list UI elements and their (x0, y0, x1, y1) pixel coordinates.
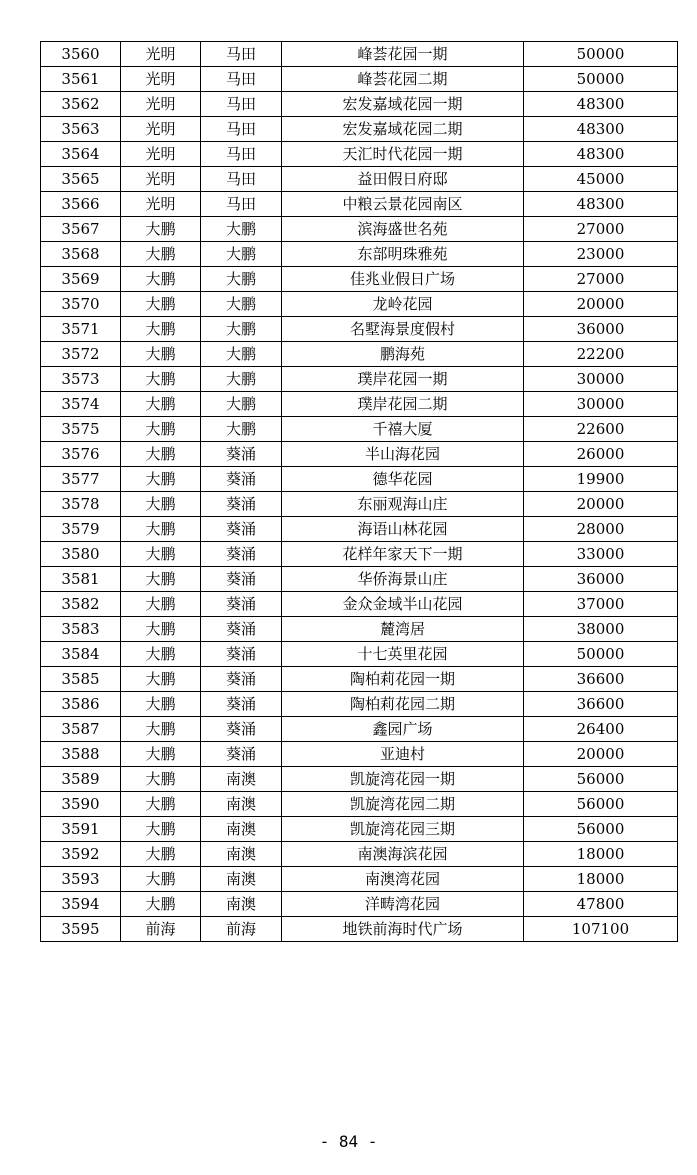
subdistrict-cell: 葵涌 (201, 567, 282, 592)
price-cell: 36600 (524, 692, 678, 717)
table-row (41, 867, 678, 892)
subdistrict-cell: 葵涌 (201, 442, 282, 467)
district-cell: 大鹏 (121, 642, 201, 667)
subdistrict-cell: 葵涌 (201, 717, 282, 742)
row-number-cell: 3563 (41, 117, 121, 142)
table-row (41, 917, 678, 942)
community-name-cell: 花样年家天下一期 (282, 542, 524, 567)
community-name-cell: 峰荟花园二期 (282, 67, 524, 92)
community-name-cell: 峰荟花园一期 (282, 42, 524, 67)
community-name-cell: 鑫园广场 (282, 717, 524, 742)
table-row (41, 167, 678, 192)
community-name-cell: 半山海花园 (282, 442, 524, 467)
row-number-cell: 3585 (41, 667, 121, 692)
subdistrict-cell: 葵涌 (201, 667, 282, 692)
community-name-cell: 东丽观海山庄 (282, 492, 524, 517)
table-body (41, 42, 678, 942)
price-cell: 50000 (524, 42, 678, 67)
district-cell: 大鹏 (121, 467, 201, 492)
district-cell: 大鹏 (121, 492, 201, 517)
row-number-cell: 3581 (41, 567, 121, 592)
price-cell: 50000 (524, 642, 678, 667)
row-number-cell: 3560 (41, 42, 121, 67)
price-cell: 48300 (524, 192, 678, 217)
subdistrict-cell: 马田 (201, 142, 282, 167)
subdistrict-cell: 马田 (201, 167, 282, 192)
table-row (41, 517, 678, 542)
community-name-cell: 益田假日府邸 (282, 167, 524, 192)
district-cell: 大鹏 (121, 567, 201, 592)
subdistrict-cell: 南澳 (201, 842, 282, 867)
community-name-cell: 麓湾居 (282, 617, 524, 642)
price-cell: 36600 (524, 667, 678, 692)
price-cell: 30000 (524, 367, 678, 392)
row-number-cell: 3571 (41, 317, 121, 342)
community-name-cell: 德华花园 (282, 467, 524, 492)
price-cell: 48300 (524, 92, 678, 117)
subdistrict-cell: 葵涌 (201, 492, 282, 517)
price-cell: 56000 (524, 817, 678, 842)
community-name-cell: 凯旋湾花园三期 (282, 817, 524, 842)
table-row (41, 717, 678, 742)
district-cell: 光明 (121, 192, 201, 217)
district-cell: 大鹏 (121, 692, 201, 717)
table-row (41, 217, 678, 242)
district-cell: 大鹏 (121, 767, 201, 792)
table-row (41, 617, 678, 642)
row-number-cell: 3595 (41, 917, 121, 942)
district-cell: 光明 (121, 117, 201, 142)
price-cell: 19900 (524, 467, 678, 492)
table-row (41, 542, 678, 567)
district-cell: 大鹏 (121, 267, 201, 292)
subdistrict-cell: 南澳 (201, 792, 282, 817)
row-number-cell: 3578 (41, 492, 121, 517)
subdistrict-cell: 马田 (201, 192, 282, 217)
row-number-cell: 3561 (41, 67, 121, 92)
district-cell: 光明 (121, 167, 201, 192)
subdistrict-cell: 葵涌 (201, 692, 282, 717)
subdistrict-cell: 大鹏 (201, 342, 282, 367)
row-number-cell: 3575 (41, 417, 121, 442)
row-number-cell: 3579 (41, 517, 121, 542)
subdistrict-cell: 葵涌 (201, 542, 282, 567)
row-number-cell: 3577 (41, 467, 121, 492)
table-row (41, 67, 678, 92)
price-cell: 107100 (524, 917, 678, 942)
price-table (40, 41, 678, 942)
subdistrict-cell: 马田 (201, 42, 282, 67)
subdistrict-cell: 葵涌 (201, 467, 282, 492)
subdistrict-cell: 葵涌 (201, 742, 282, 767)
table-row (41, 792, 678, 817)
subdistrict-cell: 马田 (201, 92, 282, 117)
price-cell: 27000 (524, 267, 678, 292)
price-cell: 18000 (524, 867, 678, 892)
district-cell: 大鹏 (121, 717, 201, 742)
community-name-cell: 洋畴湾花园 (282, 892, 524, 917)
district-cell: 大鹏 (121, 617, 201, 642)
table-row (41, 817, 678, 842)
price-cell: 36000 (524, 567, 678, 592)
row-number-cell: 3589 (41, 767, 121, 792)
district-cell: 大鹏 (121, 542, 201, 567)
district-cell: 大鹏 (121, 592, 201, 617)
community-name-cell: 十七英里花园 (282, 642, 524, 667)
table-row (41, 492, 678, 517)
row-number-cell: 3591 (41, 817, 121, 842)
price-cell: 56000 (524, 767, 678, 792)
subdistrict-cell: 南澳 (201, 817, 282, 842)
row-number-cell: 3567 (41, 217, 121, 242)
community-name-cell: 名墅海景度假村 (282, 317, 524, 342)
community-name-cell: 龙岭花园 (282, 292, 524, 317)
price-cell: 26400 (524, 717, 678, 742)
subdistrict-cell: 南澳 (201, 767, 282, 792)
subdistrict-cell: 大鹏 (201, 242, 282, 267)
community-name-cell: 陶柏莉花园二期 (282, 692, 524, 717)
row-number-cell: 3594 (41, 892, 121, 917)
row-number-cell: 3564 (41, 142, 121, 167)
district-cell: 大鹏 (121, 292, 201, 317)
page-number: - 84 - (319, 1132, 378, 1151)
community-name-cell: 海语山林花园 (282, 517, 524, 542)
table-row (41, 767, 678, 792)
community-name-cell: 凯旋湾花园二期 (282, 792, 524, 817)
price-table-container (40, 41, 677, 942)
price-cell: 22600 (524, 417, 678, 442)
table-row (41, 317, 678, 342)
district-cell: 前海 (121, 917, 201, 942)
district-cell: 大鹏 (121, 867, 201, 892)
subdistrict-cell: 大鹏 (201, 292, 282, 317)
community-name-cell: 滨海盛世名苑 (282, 217, 524, 242)
community-name-cell: 南澳湾花园 (282, 867, 524, 892)
district-cell: 大鹏 (121, 817, 201, 842)
price-cell: 37000 (524, 592, 678, 617)
row-number-cell: 3566 (41, 192, 121, 217)
community-name-cell: 佳兆业假日广场 (282, 267, 524, 292)
community-name-cell: 凯旋湾花园一期 (282, 767, 524, 792)
community-name-cell: 陶柏莉花园一期 (282, 667, 524, 692)
table-row (41, 692, 678, 717)
row-number-cell: 3590 (41, 792, 121, 817)
table-row (41, 642, 678, 667)
district-cell: 大鹏 (121, 242, 201, 267)
table-row (41, 267, 678, 292)
row-number-cell: 3569 (41, 267, 121, 292)
community-name-cell: 地铁前海时代广场 (282, 917, 524, 942)
subdistrict-cell: 南澳 (201, 892, 282, 917)
row-number-cell: 3583 (41, 617, 121, 642)
community-name-cell: 金众金域半山花园 (282, 592, 524, 617)
table-row (41, 92, 678, 117)
price-cell: 27000 (524, 217, 678, 242)
district-cell: 大鹏 (121, 367, 201, 392)
community-name-cell: 璞岸花园一期 (282, 367, 524, 392)
price-cell: 47800 (524, 892, 678, 917)
table-row (41, 467, 678, 492)
subdistrict-cell: 大鹏 (201, 217, 282, 242)
price-cell: 48300 (524, 117, 678, 142)
subdistrict-cell: 葵涌 (201, 617, 282, 642)
community-name-cell: 南澳海滨花园 (282, 842, 524, 867)
community-name-cell: 华侨海景山庄 (282, 567, 524, 592)
community-name-cell: 天汇时代花园一期 (282, 142, 524, 167)
subdistrict-cell: 大鹏 (201, 417, 282, 442)
table-row (41, 392, 678, 417)
row-number-cell: 3582 (41, 592, 121, 617)
community-name-cell: 亚迪村 (282, 742, 524, 767)
price-cell: 30000 (524, 392, 678, 417)
subdistrict-cell: 大鹏 (201, 392, 282, 417)
row-number-cell: 3573 (41, 367, 121, 392)
table-row (41, 117, 678, 142)
row-number-cell: 3562 (41, 92, 121, 117)
community-name-cell: 宏发嘉域花园一期 (282, 92, 524, 117)
row-number-cell: 3570 (41, 292, 121, 317)
district-cell: 大鹏 (121, 217, 201, 242)
table-row (41, 842, 678, 867)
subdistrict-cell: 大鹏 (201, 317, 282, 342)
district-cell: 大鹏 (121, 667, 201, 692)
table-row (41, 667, 678, 692)
district-cell: 大鹏 (121, 417, 201, 442)
community-name-cell: 东部明珠雅苑 (282, 242, 524, 267)
table-row (41, 442, 678, 467)
table-row (41, 192, 678, 217)
district-cell: 大鹏 (121, 742, 201, 767)
price-cell: 20000 (524, 742, 678, 767)
district-cell: 大鹏 (121, 442, 201, 467)
price-cell: 23000 (524, 242, 678, 267)
subdistrict-cell: 马田 (201, 117, 282, 142)
row-number-cell: 3586 (41, 692, 121, 717)
row-number-cell: 3572 (41, 342, 121, 367)
district-cell: 光明 (121, 67, 201, 92)
district-cell: 大鹏 (121, 842, 201, 867)
district-cell: 大鹏 (121, 517, 201, 542)
table-row (41, 592, 678, 617)
table-row (41, 292, 678, 317)
price-cell: 20000 (524, 492, 678, 517)
district-cell: 光明 (121, 42, 201, 67)
table-row (41, 242, 678, 267)
district-cell: 大鹏 (121, 317, 201, 342)
district-cell: 大鹏 (121, 792, 201, 817)
price-cell: 38000 (524, 617, 678, 642)
price-cell: 18000 (524, 842, 678, 867)
price-cell: 22200 (524, 342, 678, 367)
row-number-cell: 3593 (41, 867, 121, 892)
row-number-cell: 3584 (41, 642, 121, 667)
row-number-cell: 3580 (41, 542, 121, 567)
table-row (41, 892, 678, 917)
community-name-cell: 宏发嘉域花园二期 (282, 117, 524, 142)
price-cell: 45000 (524, 167, 678, 192)
row-number-cell: 3587 (41, 717, 121, 742)
price-cell: 28000 (524, 517, 678, 542)
price-cell: 56000 (524, 792, 678, 817)
subdistrict-cell: 前海 (201, 917, 282, 942)
table-row (41, 742, 678, 767)
price-cell: 48300 (524, 142, 678, 167)
subdistrict-cell: 大鹏 (201, 267, 282, 292)
price-cell: 26000 (524, 442, 678, 467)
price-cell: 33000 (524, 542, 678, 567)
subdistrict-cell: 葵涌 (201, 592, 282, 617)
community-name-cell: 璞岸花园二期 (282, 392, 524, 417)
table-row (41, 367, 678, 392)
district-cell: 大鹏 (121, 392, 201, 417)
row-number-cell: 3592 (41, 842, 121, 867)
subdistrict-cell: 南澳 (201, 867, 282, 892)
subdistrict-cell: 葵涌 (201, 517, 282, 542)
row-number-cell: 3576 (41, 442, 121, 467)
table-row (41, 42, 678, 67)
table-row (41, 142, 678, 167)
subdistrict-cell: 葵涌 (201, 642, 282, 667)
community-name-cell: 中粮云景花园南区 (282, 192, 524, 217)
row-number-cell: 3568 (41, 242, 121, 267)
district-cell: 光明 (121, 92, 201, 117)
district-cell: 光明 (121, 142, 201, 167)
community-name-cell: 千禧大厦 (282, 417, 524, 442)
table-row (41, 417, 678, 442)
community-name-cell: 鹏海苑 (282, 342, 524, 367)
table-row (41, 567, 678, 592)
row-number-cell: 3588 (41, 742, 121, 767)
subdistrict-cell: 马田 (201, 67, 282, 92)
district-cell: 大鹏 (121, 892, 201, 917)
subdistrict-cell: 大鹏 (201, 367, 282, 392)
row-number-cell: 3565 (41, 167, 121, 192)
price-cell: 20000 (524, 292, 678, 317)
price-cell: 36000 (524, 317, 678, 342)
table-row (41, 342, 678, 367)
district-cell: 大鹏 (121, 342, 201, 367)
row-number-cell: 3574 (41, 392, 121, 417)
price-cell: 50000 (524, 67, 678, 92)
